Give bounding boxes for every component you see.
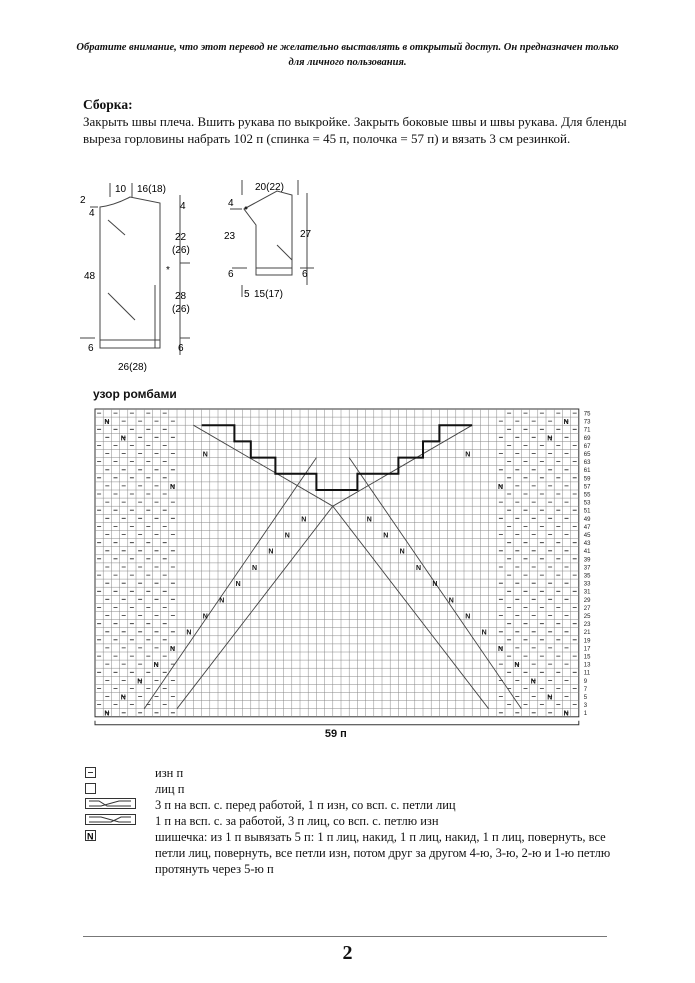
- body-label-side: 28: [175, 291, 187, 302]
- sleeve-label-cap-top: 4: [228, 198, 234, 209]
- body-schematic: [80, 175, 210, 375]
- legend-bobble-symbol: [85, 830, 97, 842]
- notice-text: Обратите внимание, что этот перевод не желательно выставлять в открытый доступ. Он предназначен только для личного пользования.: [76, 42, 619, 68]
- chart-row-number: 27: [583, 605, 591, 612]
- chart-row-number: 11: [583, 670, 591, 677]
- chart-row-number: 3: [583, 703, 588, 710]
- chart-row-number: 1: [583, 711, 588, 718]
- body-label-armhole-alt: (26): [172, 245, 190, 256]
- chart-bobble-31: N: [547, 435, 553, 443]
- chart-bobble-34: N: [465, 451, 471, 459]
- chart-row-number: 73: [583, 419, 591, 426]
- chart-bobble-2: N: [120, 694, 126, 702]
- chart-row-number: 25: [583, 614, 591, 620]
- chart-row-number: 75: [583, 411, 591, 418]
- chart-bobble-32: N: [202, 451, 208, 459]
- body-outline: [100, 197, 160, 348]
- chart-title: узор ромбами: [93, 387, 177, 401]
- chart-bobble-5: N: [170, 645, 176, 653]
- chart-bobble-22: N: [432, 581, 438, 589]
- chart-row-number: 13: [583, 662, 591, 669]
- assembly-section: [83, 96, 628, 147]
- legend-cable-front-text: 3 п на всп. с. перед работой, 1 п изн, со всп. с. петли лиц: [155, 798, 456, 812]
- chart-row-number: 61: [583, 468, 591, 475]
- chart-row-number: 31: [583, 589, 591, 596]
- legend-cable-back-text: 1 п на всп. с. за работой, 3 п лиц, со всп. с. петлю изн: [155, 814, 439, 828]
- legend-cable-front-symbol: [85, 798, 137, 810]
- chart-row-number: 17: [583, 646, 591, 653]
- legend-purl-symbol: [85, 767, 97, 779]
- chart-bobble-26: N: [366, 516, 372, 524]
- chart-row-number: 69: [583, 435, 591, 442]
- body-label-4: 4: [89, 208, 95, 219]
- body-label-shoulder: 16(18): [137, 184, 166, 195]
- body-label-side-alt: (26): [172, 304, 190, 315]
- sleeve-label-bottom-a: 5: [244, 289, 250, 300]
- legend-cable-back-symbol: [85, 814, 137, 826]
- body-label-top-right: 4: [180, 201, 186, 212]
- chart-bobble-10: N: [252, 564, 258, 572]
- chart-row-number: 33: [583, 581, 591, 588]
- legend-purl-text: изн п: [155, 766, 184, 780]
- chart-bobble-14: N: [563, 710, 569, 718]
- sleeve-label-left-height: 23: [224, 231, 236, 242]
- chart-bobble-4: N: [153, 662, 159, 670]
- legend-knit-text: лиц п: [155, 782, 185, 796]
- chart-bobble-11: N: [268, 548, 274, 556]
- sleeve-label-top-width: 20(22): [255, 182, 284, 193]
- chart-row-number: 23: [583, 622, 591, 629]
- body-label-armhole: 22: [175, 232, 187, 243]
- chart-row-number: 71: [583, 427, 591, 434]
- chart-bobble-8: N: [219, 597, 225, 605]
- chart-bobble-33: N: [498, 483, 504, 491]
- chart-bobble-25: N: [383, 532, 389, 540]
- chart-row-number: 39: [583, 557, 591, 564]
- footer-divider: [83, 936, 607, 937]
- chart-bobble-27: N: [104, 419, 110, 427]
- chart-row-number: 19: [583, 638, 591, 645]
- chart-bobble-19: N: [481, 629, 487, 637]
- chart-row-number: 67: [583, 443, 591, 450]
- chart-bobble-15: N: [547, 694, 553, 702]
- chart-bobble-18: N: [498, 645, 504, 653]
- chart-row-number: 57: [583, 484, 591, 491]
- chart-row-number: 9: [583, 678, 588, 685]
- chart-bobble-9: N: [235, 581, 241, 589]
- knitting-chart: [93, 405, 613, 750]
- chart-bobble-17: N: [514, 662, 520, 670]
- chart-row-number: 35: [583, 573, 591, 580]
- legend-bobble-text: шишечка: из 1 п вывязать 5 п: 1 п лиц, накид, 1 п лиц, накид, 1 п лиц, повернуть, все петли лиц, повернуть, все петли изн, потом друг за другом 4-ю, 3-ю, 2-ю и 1-ю петлю протянуть через 5-ю п: [155, 830, 611, 876]
- chart-bobble-1: N: [104, 710, 110, 718]
- chart-row-number: 29: [583, 597, 591, 604]
- chart-bobble-24: N: [399, 548, 405, 556]
- chart-row-number: 5: [583, 695, 588, 701]
- bobble-symbol-letter: N: [87, 831, 94, 842]
- chart-bobble-13: N: [301, 516, 307, 524]
- chart-bobble-3: N: [137, 678, 143, 686]
- sleeve-label-rib-right: 6: [302, 269, 308, 280]
- chart-row-number: 59: [583, 476, 591, 483]
- chart-bobble-28: N: [120, 435, 126, 443]
- chart-row-number: 51: [583, 508, 591, 515]
- chart-row-number: 15: [583, 654, 591, 661]
- sleeve-schematic: [222, 175, 332, 305]
- body-label-bottom-width: 26(28): [118, 362, 147, 373]
- chart-width-bracket: [95, 721, 579, 725]
- body-label-rib-left: 6: [88, 343, 94, 354]
- chart-bobble-16: N: [530, 678, 536, 686]
- body-label-height: 48: [84, 271, 96, 282]
- chart-row-number: 53: [583, 500, 591, 507]
- chart-row-number: 37: [583, 565, 591, 572]
- chart-bobble-29: N: [170, 483, 176, 491]
- sleeve-outline: [244, 191, 292, 275]
- chart-bobble-23: N: [416, 564, 422, 572]
- chart-row-number: 7: [583, 686, 588, 693]
- chart-bobble-21: N: [448, 597, 454, 605]
- chart-bobble-30: N: [563, 419, 569, 427]
- body-label-rib-right: 6: [178, 343, 184, 354]
- body-label-neck: 10: [115, 184, 127, 195]
- sleeve-label-rib-left: 6: [228, 269, 234, 280]
- assembly-heading: Сборка:: [83, 97, 133, 112]
- chart-row-number: 55: [583, 492, 591, 499]
- page-number: 2: [342, 942, 353, 964]
- chart-row-number: 43: [583, 541, 591, 548]
- chart-bobble-12: N: [284, 532, 290, 540]
- chart-stitch-count: 59 п: [324, 727, 347, 740]
- assembly-text: Закрыть швы плеча. Вшить рукава по выкройке. Закрыть боковые швы и швы рукава. Для бленды выреза горловины набрать 102 п (спинка = 45 п, полочка = 57 п) и вязать 3 см резинкой.: [83, 114, 627, 146]
- chart-bobble-20: N: [465, 613, 471, 621]
- sleeve-label-bottom-b: 15(17): [254, 289, 283, 300]
- chart-row-number: 63: [583, 460, 591, 467]
- chart-bobble-6: N: [186, 629, 192, 637]
- star-mark: *: [166, 265, 170, 276]
- chart-row-number: 49: [583, 516, 591, 523]
- body-label-2: 2: [80, 195, 86, 206]
- sleeve-label-right-height: 27: [300, 229, 312, 240]
- chart-bobble-7: N: [202, 613, 208, 621]
- legend-knit-symbol: [85, 783, 97, 795]
- chart-row-number: 65: [583, 452, 591, 458]
- chart-row-number: 41: [583, 549, 591, 556]
- chart-row-number: 21: [583, 630, 591, 637]
- chart-row-number: 45: [583, 533, 591, 539]
- chart-row-number: 47: [583, 524, 591, 531]
